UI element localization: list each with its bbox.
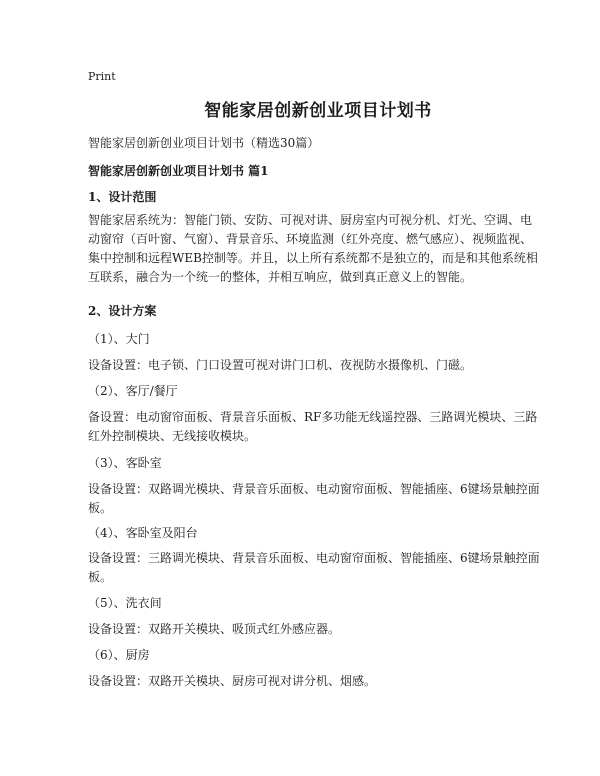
item-label-living: （2）、客厅/餐厅 [88, 384, 178, 398]
section-heading-scope: 1、设计范围 [88, 190, 157, 204]
item-text-door: 设备设置：电子锁、门口设置可视对讲门口机、夜视防水摄像机、门磁。 [88, 358, 473, 372]
page-title: 智能家居创新创业项目计划书 [204, 101, 432, 121]
print-label: Print [88, 70, 116, 83]
section-body-scope: 智能家居系统为：智能门锁、安防、可视对讲、厨房室内可视分机、灯光、空调、电动窗帘（百叶窗、气窗）、背景音乐、环境监测（红外亮度、燃气感应）、视频监视、集中控制和远程WEB控制等。并且，以上所有系统都不是独立的，而是和其他系统相互联系，融合为一个统一的整体，并相互响应，做到真正意义上的智能。 [88, 213, 538, 284]
item-label-bedroom-balcony: （4）、客卧室及阳台 [88, 526, 198, 540]
item-label-laundry: （5）、洗衣间 [88, 596, 162, 610]
item-text-laundry: 设备设置：双路开关模块、吸顶式红外感应器。 [88, 622, 341, 636]
page-subtitle: 智能家居创新创业项目计划书（精选30篇） [88, 136, 320, 150]
item-text-bedroom: 设备设置：双路调光模块、背景音乐面板、电动窗帘面板、智能插座、6键场景触控面板。 [88, 482, 540, 515]
section-heading-plan: 2、设计方案 [88, 304, 157, 318]
item-label-kitchen: （6）、厨房 [88, 648, 150, 662]
item-text-kitchen: 设备设置：双路开关模块、厨房可视对讲分机、烟感。 [88, 674, 377, 688]
item-label-door: （1）、大门 [88, 332, 150, 346]
item-label-bedroom: （3）、客卧室 [88, 456, 162, 470]
chapter-heading: 智能家居创新创业项目计划书 篇1 [88, 164, 269, 178]
item-text-living: 备设置：电动窗帘面板、背景音乐面板、RF多功能无线遥控器、三路调光模块、三路红外控制模块、无线接收模块。 [88, 410, 538, 443]
item-text-bedroom-balcony: 设备设置：三路调光模块、背景音乐面板、电动窗帘面板、智能插座、6键场景触控面板。 [88, 551, 540, 584]
